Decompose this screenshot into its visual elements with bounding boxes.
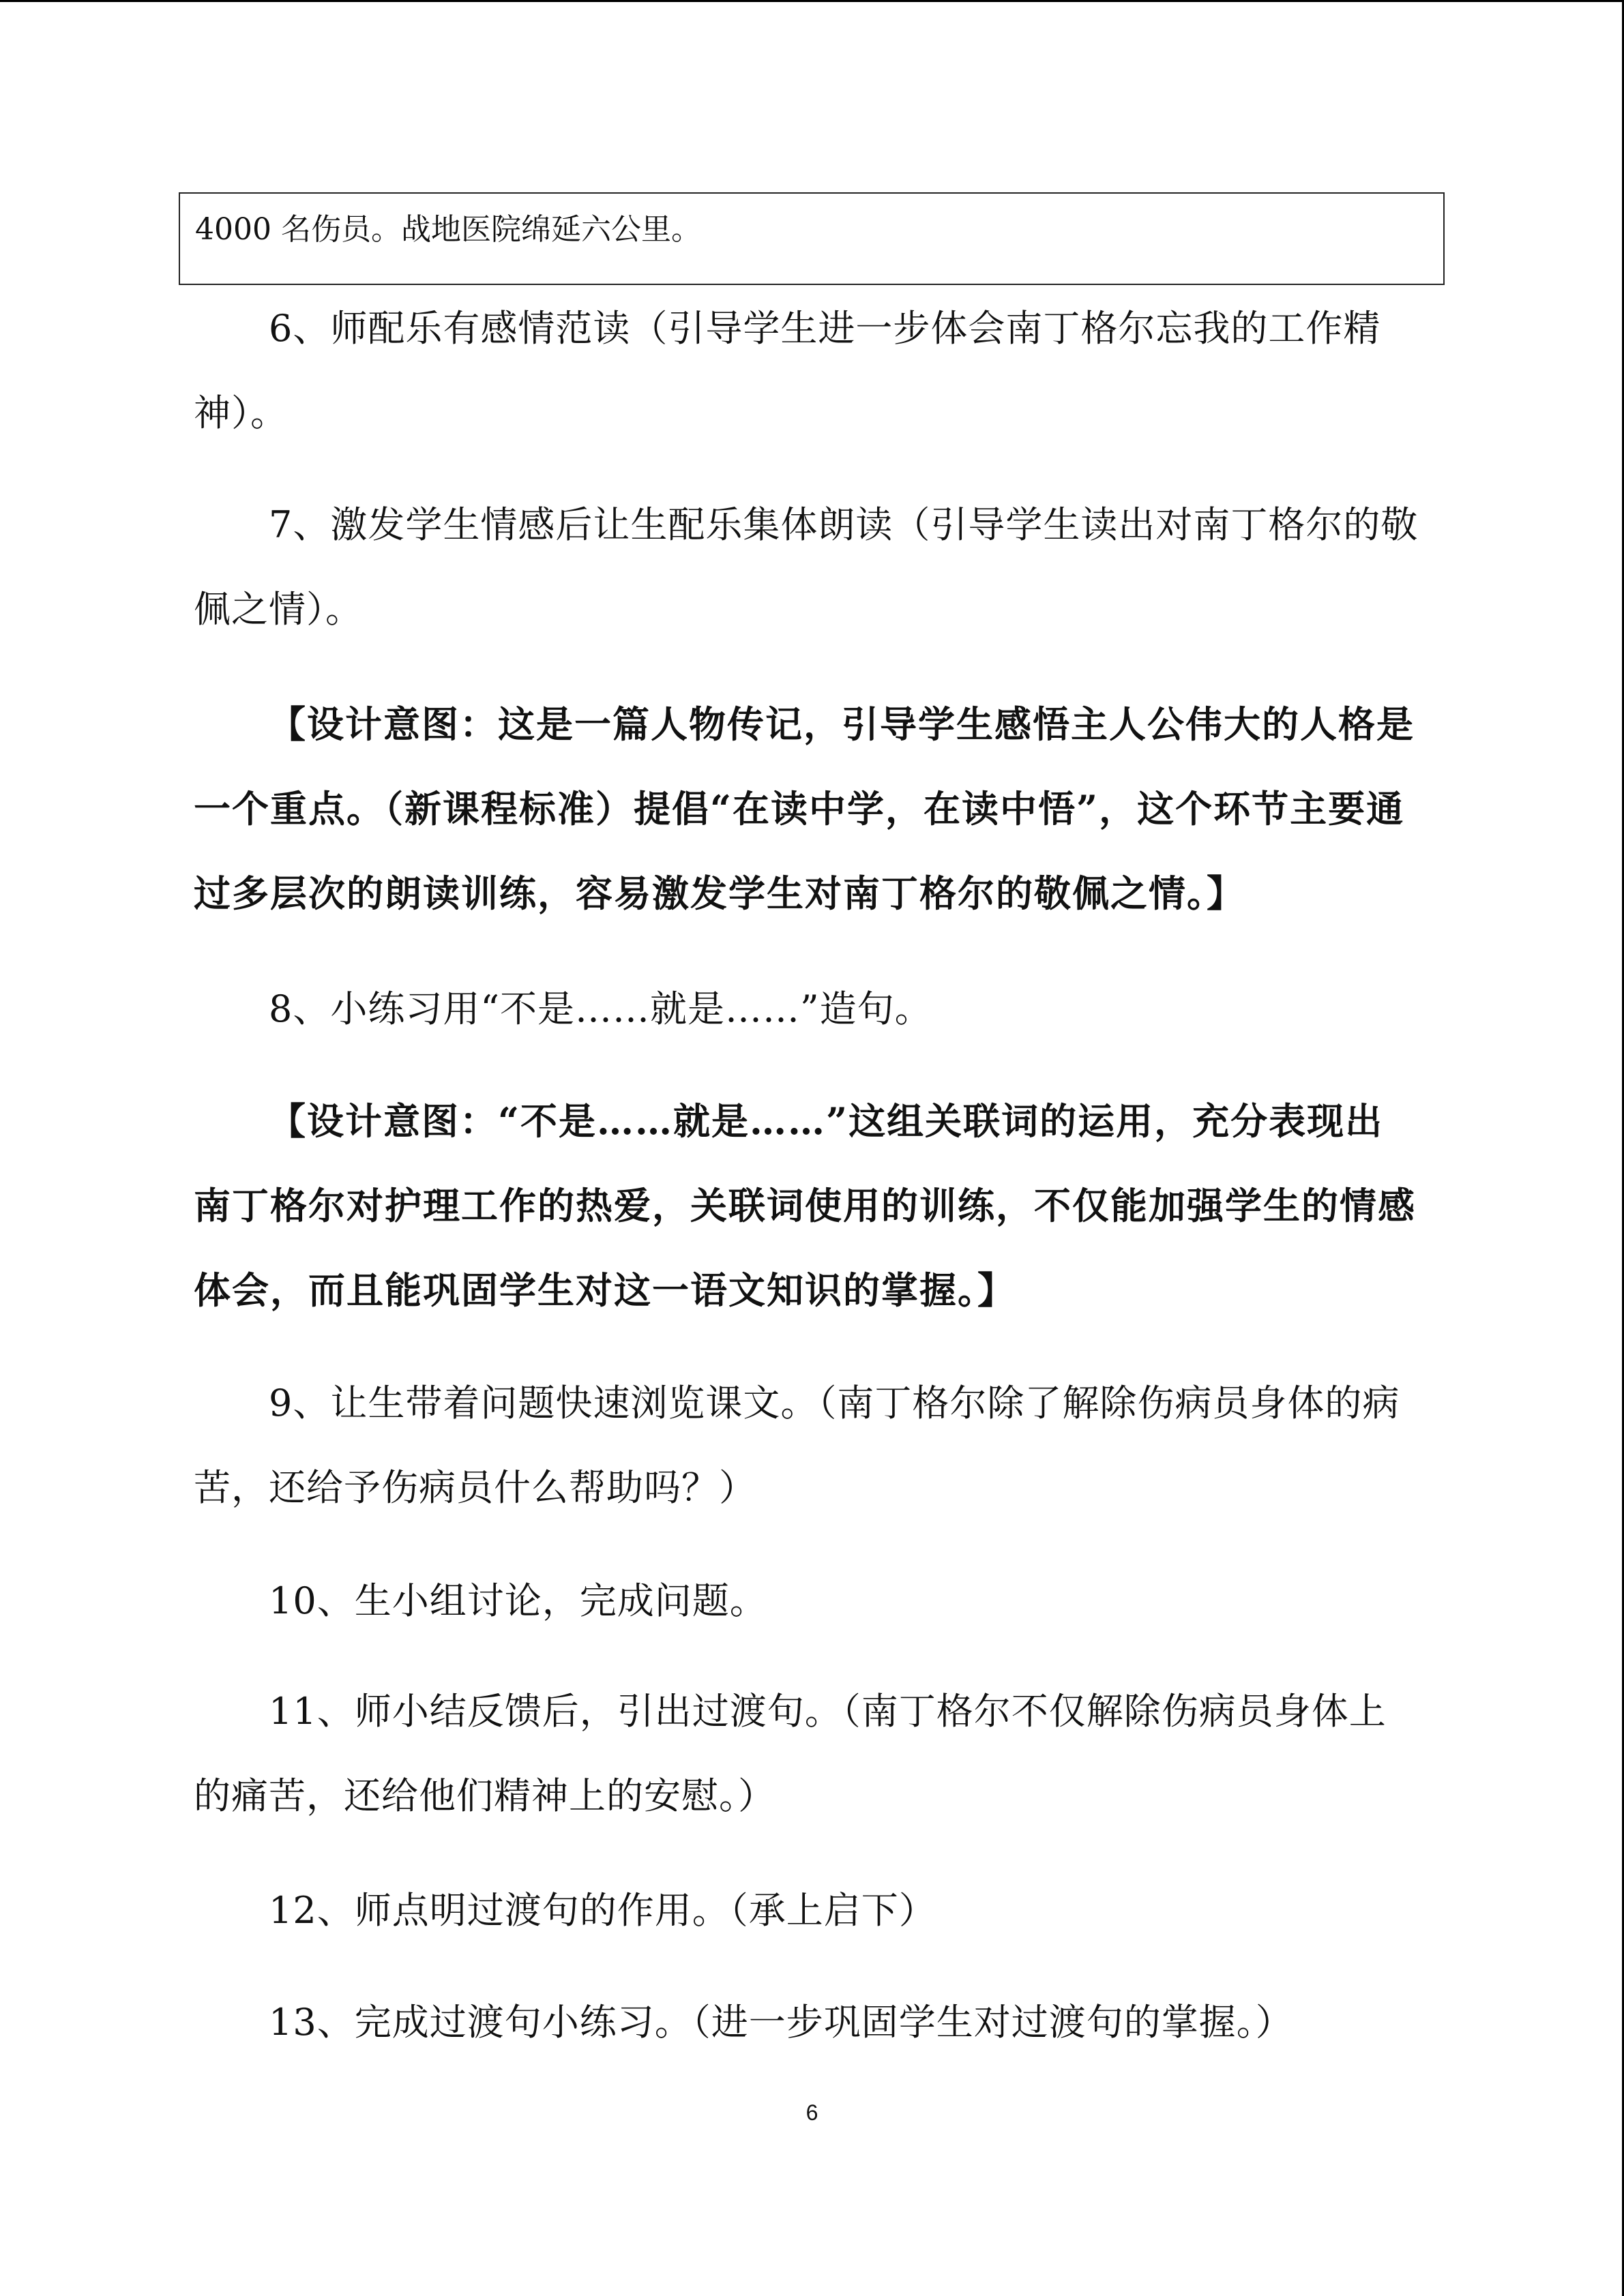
step-11-paragraph: 11、师小结反馈后，引出过渡句。（南丁格尔不仅解除伤病员身体上的痛苦，还给他们精神上的安慰。）	[194, 1690, 1387, 1817]
step-8-paragraph: 8、小练习用“不是……就是……”造句。	[269, 987, 932, 1030]
design-intent-paragraph-2: 【设计意图：“不是……就是……”这组关联词的运用，充分表现出南丁格尔对护理工作的热爱，关联词使用的训练，不仅能加强学生的情感体会，而且能巩固学生对这一语文知识的掌握。】	[194, 1099, 1416, 1312]
continued-text: 4000 名伤员。战地医院绵延六公里。	[195, 212, 701, 247]
step-13-paragraph: 13、完成过渡句小练习。（进一步巩固学生对过渡句的掌握。）	[269, 2001, 1293, 2044]
page-number: 6	[806, 2100, 818, 2125]
step-9-paragraph: 9、让生带着问题快速浏览课文。（南丁格尔除了解除伤病员身体的病苦，还给予伤病员什么帮助吗？）	[194, 1382, 1400, 1509]
design-intent-paragraph-1: 【设计意图：这是一篇人物传记，引导学生感悟主人公伟大的人格是一个重点。（新课程标准）提倡“在读中学，在读中悟”，这个环节主要通过多层次的朗读训练，容易激发学生对南丁格尔的敬佩之情。】	[194, 702, 1415, 915]
step-10-paragraph: 10、生小组讨论，完成问题。	[269, 1579, 767, 1622]
continued-text-box	[179, 192, 1445, 285]
step-6-paragraph: 6、师配乐有感情范读（引导学生进一步体会南丁格尔忘我的工作精神）。	[194, 307, 1381, 434]
step-7-paragraph: 7、激发学生情感后让生配乐集体朗读（引导学生读出对南丁格尔的敬佩之情）。	[194, 503, 1419, 631]
page-top-border	[0, 0, 1624, 2]
step-12-paragraph: 12、师点明过渡句的作用。（承上启下）	[269, 1889, 936, 1932]
